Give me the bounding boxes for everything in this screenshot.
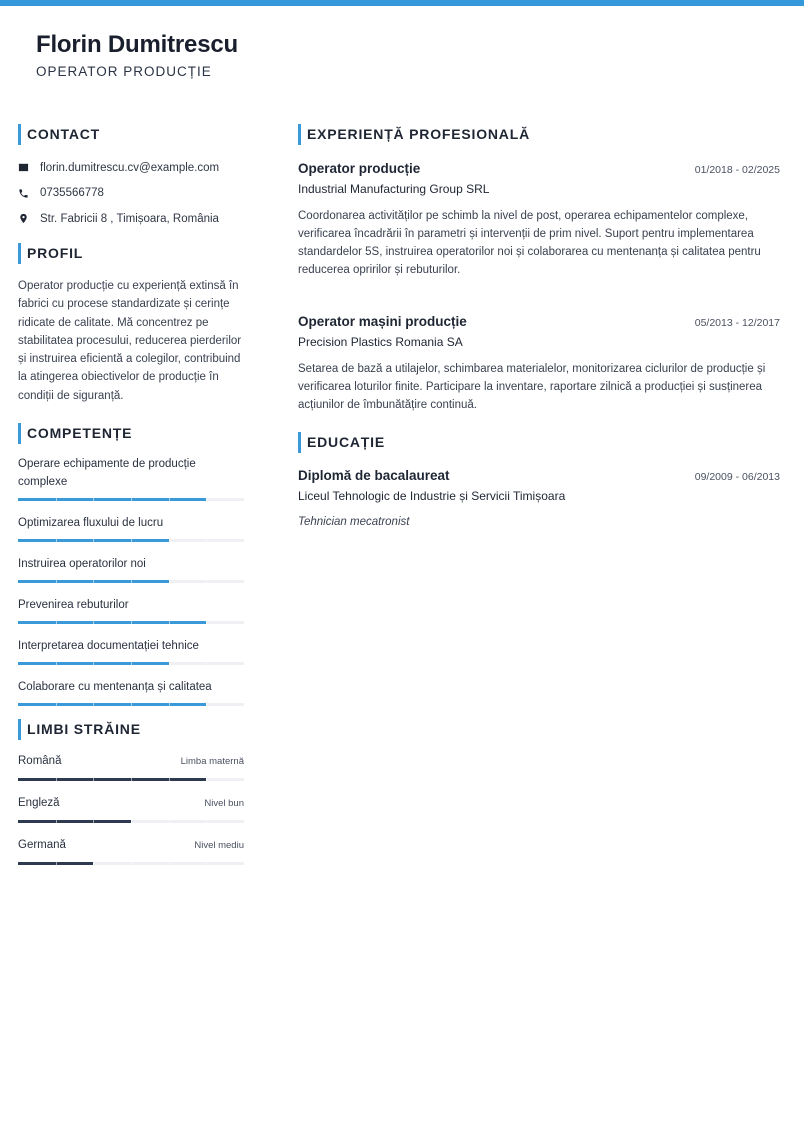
education-school: Liceul Tehnologic de Industrie și Servicii Timișoara bbox=[298, 489, 566, 503]
languages-section bbox=[18, 719, 244, 865]
level-segment-divider bbox=[169, 539, 170, 542]
language-item bbox=[18, 794, 244, 823]
skill-level-bar bbox=[18, 539, 244, 542]
skill-label: Operare echipamente de producție complexe bbox=[18, 458, 196, 489]
level-segment-divider bbox=[56, 703, 57, 706]
level-segment-divider bbox=[131, 539, 132, 542]
level-segment-divider bbox=[56, 862, 57, 865]
level-segment-divider bbox=[56, 778, 57, 781]
level-segment-divider bbox=[206, 820, 207, 823]
level-segment-divider bbox=[169, 820, 170, 823]
language-name: Germană bbox=[18, 839, 66, 852]
level-segment-divider bbox=[93, 778, 94, 781]
education-degree: Diplomă de bacalaureat bbox=[298, 468, 450, 483]
language-level: Limba maternă bbox=[180, 756, 244, 768]
level-segment-divider bbox=[56, 662, 57, 665]
level-segment-divider bbox=[206, 498, 207, 501]
top-accent-bar bbox=[0, 0, 804, 6]
job-company: Industrial Manufacturing Group SRL bbox=[298, 182, 490, 196]
contact-address-text: Str. Fabricii 8 , Timișoara, România bbox=[40, 212, 219, 225]
skill-label: Optimizarea fluxului de lucru bbox=[18, 517, 164, 530]
language-name: Română bbox=[18, 755, 62, 768]
level-segment-divider bbox=[56, 580, 57, 583]
level-fill bbox=[18, 778, 206, 781]
level-segment-divider bbox=[131, 820, 132, 823]
candidate-name: Florin Dumitrescu bbox=[36, 31, 238, 58]
level-segment-divider bbox=[169, 862, 170, 865]
skills-list bbox=[18, 455, 244, 706]
job-dates: 05/2013 - 12/2017 bbox=[694, 317, 780, 329]
skill-item bbox=[18, 596, 244, 624]
language-level-bar bbox=[18, 862, 244, 865]
level-segment-divider bbox=[56, 621, 57, 624]
skill-level-bar bbox=[18, 662, 244, 665]
level-segment-divider bbox=[206, 621, 207, 624]
level-segment-divider bbox=[206, 862, 207, 865]
skill-level-bar bbox=[18, 498, 244, 501]
left-column bbox=[18, 124, 244, 878]
contact-phone-text: 0735566778 bbox=[40, 187, 104, 199]
job-description: Setarea de bază a utilajelor, schimbarea materialelor, monitorizarea ciclurilor de producție și verificarea loturilor finite. Participare la inventare, raportare zilnică a producției și susținerea acțiunilor de îmbunătățire continuă. bbox=[298, 363, 766, 411]
education-section bbox=[298, 432, 780, 530]
skill-label: Colaborare cu mentenanța și calitatea bbox=[18, 681, 212, 694]
level-segment-divider bbox=[131, 498, 132, 501]
skill-label: Instruirea operatorilor noi bbox=[18, 558, 146, 571]
level-segment-divider bbox=[169, 703, 170, 706]
profile-text: Operator producție cu experiență extinsă în fabrici cu procese standardizate și cerințe ridicate de calitate. Mă concentrez pe stabilitatea procesului, reducerea pierderilor și instruirea eficientă a colegilor, contribuind la atingerea obiectivelor de producție în condiții de siguranță. bbox=[18, 280, 242, 402]
level-segment-divider bbox=[93, 498, 94, 501]
cv-header bbox=[36, 30, 238, 80]
contact-phone[interactable] bbox=[18, 185, 244, 202]
section-title-education: EDUCAȚIE bbox=[298, 432, 780, 453]
skill-label: Interpretarea documentației tehnice bbox=[18, 640, 199, 653]
job-company: Precision Plastics Romania SA bbox=[298, 335, 463, 349]
level-segment-divider bbox=[93, 820, 94, 823]
skill-level-bar bbox=[18, 703, 244, 706]
section-title-contact: CONTACT bbox=[18, 124, 244, 145]
education-note: Tehnician mecatronist bbox=[298, 516, 410, 528]
level-fill bbox=[18, 621, 206, 624]
level-segment-divider bbox=[93, 621, 94, 624]
level-fill bbox=[18, 498, 206, 501]
level-segment-divider bbox=[131, 862, 132, 865]
skill-item bbox=[18, 678, 244, 706]
level-segment-divider bbox=[169, 580, 170, 583]
language-level: Nivel bun bbox=[204, 798, 244, 810]
section-title-profile: PROFIL bbox=[18, 243, 244, 264]
level-segment-divider bbox=[56, 539, 57, 542]
phone-icon bbox=[18, 186, 40, 200]
language-level-bar bbox=[18, 778, 244, 781]
candidate-role: OPERATOR PRODUCȚIE bbox=[36, 64, 212, 79]
level-segment-divider bbox=[206, 580, 207, 583]
level-segment-divider bbox=[206, 539, 207, 542]
contact-address bbox=[18, 210, 244, 227]
skill-item bbox=[18, 555, 244, 583]
level-segment-divider bbox=[131, 703, 132, 706]
skills-section bbox=[18, 423, 244, 706]
section-title-languages: LIMBI STRĂINE bbox=[18, 719, 244, 740]
level-segment-divider bbox=[206, 662, 207, 665]
right-column bbox=[298, 124, 780, 530]
language-level: Nivel mediu bbox=[194, 840, 244, 852]
section-title-skills: COMPETENȚE bbox=[18, 423, 244, 444]
skill-level-bar bbox=[18, 621, 244, 624]
level-segment-divider bbox=[169, 662, 170, 665]
level-segment-divider bbox=[93, 703, 94, 706]
experience-item bbox=[298, 159, 780, 279]
skill-label: Prevenirea rebuturilor bbox=[18, 599, 129, 612]
level-segment-divider bbox=[169, 621, 170, 624]
level-segment-divider bbox=[93, 662, 94, 665]
skill-item bbox=[18, 637, 244, 665]
level-segment-divider bbox=[93, 539, 94, 542]
contact-list bbox=[18, 159, 244, 227]
level-segment-divider bbox=[93, 862, 94, 865]
email-icon bbox=[18, 161, 40, 175]
education-item bbox=[298, 466, 780, 530]
language-name: Engleză bbox=[18, 797, 60, 810]
experience-section bbox=[298, 124, 780, 414]
level-fill bbox=[18, 820, 131, 823]
contact-email[interactable] bbox=[18, 159, 244, 176]
section-title-experience: EXPERIENȚĂ PROFESIONALĂ bbox=[298, 124, 780, 145]
contact-section bbox=[18, 124, 244, 227]
languages-list bbox=[18, 752, 244, 865]
job-title: Operator mașini producție bbox=[298, 314, 467, 329]
skill-level-bar bbox=[18, 580, 244, 583]
level-segment-divider bbox=[56, 820, 57, 823]
language-item bbox=[18, 836, 244, 865]
level-segment-divider bbox=[131, 580, 132, 583]
experience-item bbox=[298, 312, 780, 414]
level-segment-divider bbox=[131, 662, 132, 665]
language-item bbox=[18, 752, 244, 781]
location-pin-icon bbox=[18, 212, 40, 226]
education-dates: 09/2009 - 06/2013 bbox=[694, 471, 780, 483]
language-level-bar bbox=[18, 820, 244, 823]
level-segment-divider bbox=[206, 778, 207, 781]
job-description: Coordonarea activităților pe schimb la nivel de post, operarea echipamentelor complexe, verificarea încadrării în parametri și intervenții de prim nivel. Suport pentru implementarea standardelor 5S, instruirea operatorilor noi și colaborarea cu mentenanța și calitatea pentru reducerea opririlor și rebuturilor. bbox=[298, 210, 761, 276]
level-segment-divider bbox=[93, 580, 94, 583]
level-fill bbox=[18, 703, 206, 706]
level-segment-divider bbox=[131, 778, 132, 781]
level-segment-divider bbox=[206, 703, 207, 706]
skill-item bbox=[18, 514, 244, 542]
level-segment-divider bbox=[169, 778, 170, 781]
level-segment-divider bbox=[56, 498, 57, 501]
level-segment-divider bbox=[169, 498, 170, 501]
contact-email-text: florin.dumitrescu.cv@example.com bbox=[40, 161, 220, 174]
skill-item bbox=[18, 455, 244, 501]
job-title: Operator producție bbox=[298, 161, 421, 176]
job-dates: 01/2018 - 02/2025 bbox=[694, 164, 780, 176]
level-segment-divider bbox=[131, 621, 132, 624]
profile-section bbox=[18, 243, 244, 405]
